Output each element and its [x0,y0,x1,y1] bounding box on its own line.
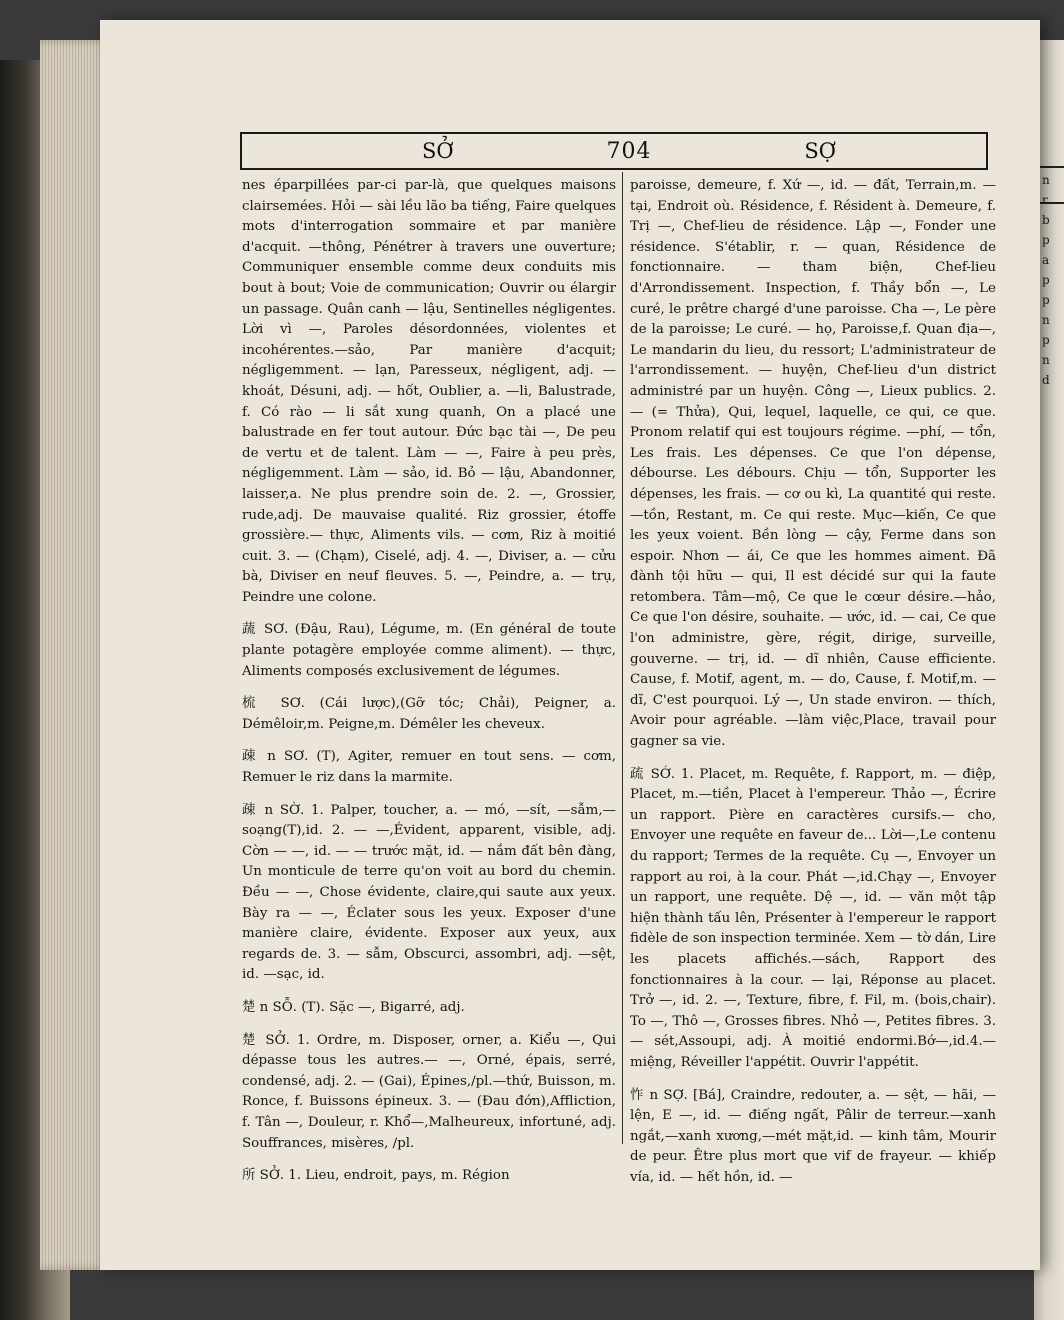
entry-so-place: 所 SỞ. 1. Lieu, endroit, pays, m. Région [242,1168,510,1184]
next-page-sliver-text: n r b p a p p n p n d [1042,173,1050,387]
header-right-word: SỢ [804,139,836,163]
entry-so-vegetable: 蔬 SƠ. (Đậu, Rau), Légume, m. (En général de toute plante potagère employée comme aliment). — thực, Aliments composés exclusivement de légumes. [242,622,616,679]
entry-so-stir: 疎 n SƠ. (T), Agiter, remuer en tout sens. — cơm, Remuer le riz dans la marmite. [242,749,616,786]
entry-so-motley: 楚 n SỖ. (T). Sặc —, Bigarré, adj. [242,999,465,1015]
entry-so-comb: 梳 SƠ. (Cái lược),(Gỡ tóc; Chải), Peigner, a. Démêloir,m. Peigne,m. Démêler les cheveux. [242,696,616,732]
page-header [240,132,988,170]
left-column [242,176,616,1187]
page-number: 704 [606,138,652,164]
entry-so-placet: 疏 SỚ. 1. Placet, m. Requête, f. Rapport, m. — điệp, Placet, m.—tiền, Placet à l'empereur. Thảo —, Écrire un rapport. Pière en caractères cursifs.— cho, Envoyer une requête en faveur de... Lời—,Le contenu du rapport; Termes de la requête. Cụ —, Envoyer un rapport au roi, à la cour. Phát —,id.Chạy —, Envoyer un rapport, une requête. Dệ —, id. — văn một tập hiện thành tấu lên, Présenter à l'empereur le rapport fidèle de son inspection terminée. Xem — tờ dán, Lire les placets affichés.—sách, Rapport des fonctionnaires à la cour. — lại, Réponse au placet. Trở —, id. 2. —, Texture, fibre, f. Fil, m. (bois,chair). To —, Thô —, Grosses fibres. Nhỏ —, Petites fibres. 3. — sét,Assoupi, adj. À moitié endormi.Bớ—,id.4.—miệng, Réveiller l'appétit. Ouvrir l'appétit. [630,766,996,1070]
column-divider [622,172,623,1144]
entry-so-touch: 疎 n SỜ. 1. Palper, toucher, a. — mó, —sít, —sẫm,—soạng(T),id. 2. — —,Évident, apparent, visible, adj. Cờn — —, id. — — trước mặt, id. — nắm đất bên đàng, Un monticule de terre qu'on voit au bord du chemin. Đều — —, Chose évidente, claire,qui saute aux yeux. Bày ra — —, Éclater sous les yeux. Exposer d'une manière claire, évidente. Exposer aux yeux, aux regards de. 3. — sẫm, Obscurci, assombri, adj. —sệt, id. —sạc, id. [242,802,616,983]
entry-so-order: 楚 SỞ. 1. Ordre, m. Disposer, orner, a. Kiểu —, Qui dépasse tous les autres.— —, Orné, épais, serré, condensé, adj. 2. — (Gai), Épines,/pl.—thứ, Buisson, m. Ronce, f. Buissons épineux. 3. — (Đau đớn),Affliction, f. Tân —, Douleur, r. Khổ—,Malheureux, infortuné, adj. Souffrances, misères, /pl. [242,1032,616,1151]
header-left-word: SỞ [422,139,454,163]
entry-continuation: nes éparpillées par-ci par-là, que quelques maisons clairsemées. Hỏi — sài lều lão ba tiếng, Faire quelques mots d'interrogation sommaire et par manière d'acquit. —thông, Pénétrer à travers une ouverture; Communiquer ensemble comme deux conduits mis bout à bout; Voie de communication; Ouvrir ou élargir un passage. Quân canh — lậu, Sentinelles négligentes. Lời vì —, Paroles désordonnées, violentes et incohérentes.—sảo, Par manière d'acquit; négligemment. — lạn, Paresseux, négligent, adj. —khoát, Désuni, adj. — hốt, Oublier, a. —li, Balustrade, f. Có rào — li sắt xung quanh, On a placé une balustrade en fer tout autour. Đức bạc tài —, De peu de vertu et de talent. Làm — —, Faire à peu près, négligemment. Làm — sảo, id. Bỏ — lậu, Abandonner, laisser,a. Ne plus prendre soin de. 2. —, Grossier, rude,adj. De mauvaise qualité. Riz grossier, étoffe grossière.— thực, Aliments vils. — cơm, Riz à moitié cuit. 3. — (Chạm), Ciselé, adj. 4. —, Diviser, a. — cửu bà, Diviser en neuf fleuves. 5. —, Peindre, a. — trụ, Peindre une colone. [242,178,616,605]
entry-so-place-continued: paroisse, demeure, f. Xứ —, id. — đất, Terrain,m. — tại, Endroit où. Résidence, f. Résident à. Demeure, f. Trị —, Chef-lieu de résidence. Lập —, Fonder une résidence. S'établir, r. — quan, Résidence de fonctionnaire. — tham biện, Chef-lieu d'Arrondissement. Inspection, f. Thầy bổn —, Le curé, le prêtre chargé d'une paroisse. Cha —, Le père de la paroisse; Le curé. — họ, Paroisse,f. Quan địa—, Le mandarin du lieu, du ressort; L'administrateur de l'arrondissement. — huyện, Chef-lieu d'un district administré par un huyện. Công —, Lieux publics. 2. — (= Thửa), Qui, lequel, laquelle, ce qui, ce que. Pronom relatif qui est toujours régime. —phí, — tổn, Les frais. Les dépenses. Ce que l'on dépense, débourse. Les débours. Chịu — tổn, Supporter les dépenses, les frais. — cơ ou kì, La quantité qui reste. —tồn, Restant, m. Ce qui reste. Mục—kiến, Ce que les yeux voient. Bền lòng — cậy, Ferme dans son espoir. Nhơn — ái, Ce que les hommes aiment. Đã đành tội hữu — qui, Il est décidé sur qui la faute retombera. Tâm—mộ, Ce que le cœur désire.—hảo, Ce que l'on désire, souhaite. — ước, id. — cai, Ce que l'on administre, gère, régit, dirige, surveille, gouverne. — trị, id. — dĩ nhiên, Cause efficiente. Cause, f. Motif, agent, m. — do, Cause, f. Motif,m. — dĩ, C'est pourquoi. Lý —, Un stade environ. — thích, Avoir pour agréable. —làm việc,Place, travail pour gagner sa vie. [630,178,996,750]
entry-so-fear: 怍 n SỢ. [Bá], Craindre, redouter, a. — sệt, — hãi, — lện, E —, id. — điếng ngất, Pâlir de terreur.—xanh ngắt,—xanh xương,—mét mặt,id. — kinh tâm, Mourir de peur. Être plus mort que vif de frayeur. — khiếp vía, id. — hết hồn, id. — [630,1087,996,1185]
right-column [630,176,996,1189]
